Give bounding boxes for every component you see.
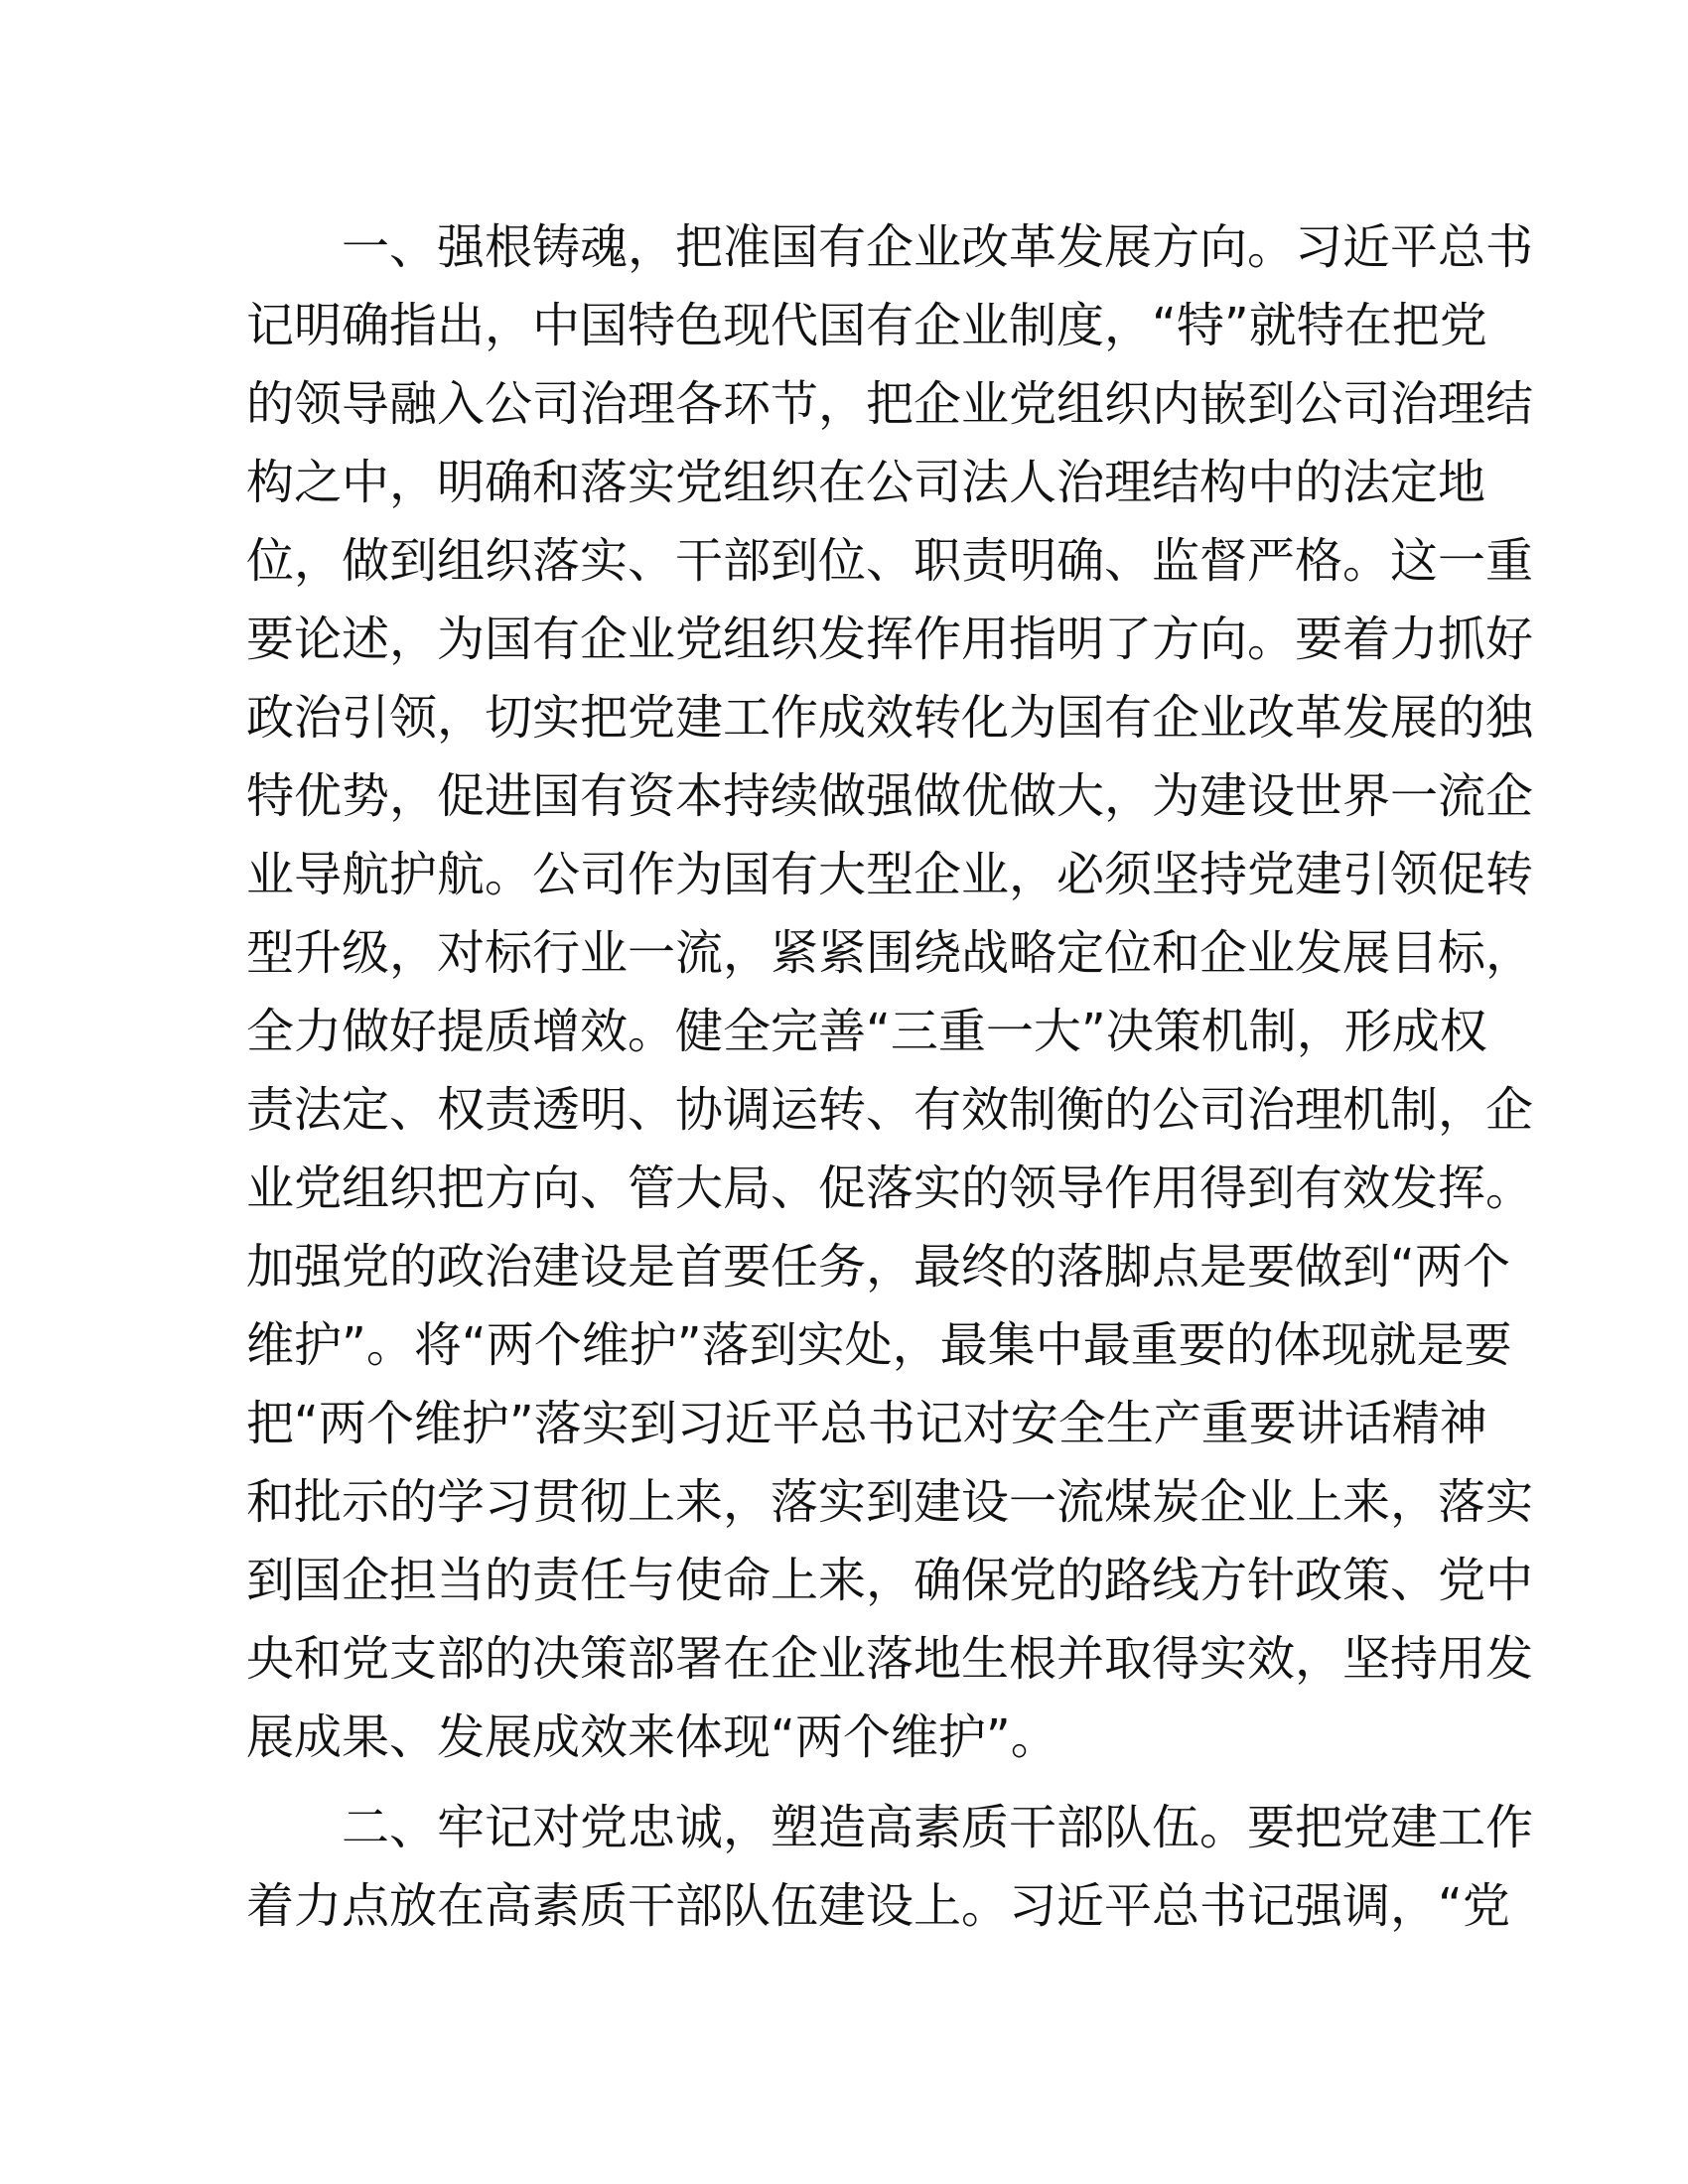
document-body (246, 208, 1534, 1946)
paragraph-line: 要论述，为国有企业党组织发挥作用指明了方向。要着力抓好 (246, 612, 1534, 667)
paragraph-line: 和批示的学习贯彻上来，落实到建设一流煤炭企业上来，落实 (246, 1474, 1534, 1530)
paragraph-1 (246, 208, 1534, 1777)
paragraph-line: 位，做到组织落实、干部到位、职责明确、监督严格。这一重 (246, 533, 1534, 589)
paragraph-line: 到国企担当的责任与使命上来，确保党的路线方针政策、党中 (246, 1553, 1534, 1608)
paragraph-line: 业党组织把方向、管大局、促落实的领导作用得到有效发挥。 (246, 1160, 1534, 1216)
paragraph-line: 的领导融入公司治理各环节，把企业党组织内嵌到公司治理结 (246, 376, 1534, 432)
paragraph-line: 加强党的政治建设是首要任务，最终的落脚点是要做到“两个 (246, 1239, 1510, 1295)
paragraph-line: 全力做好提质增效。健全完善“三重一大”决策机制，形成权 (246, 1004, 1487, 1059)
paragraph-line: 业导航护航。公司作为国有大型企业，必须坚持党建引领促转 (246, 847, 1534, 902)
paragraph-2 (246, 1789, 1534, 1946)
paragraph-line: 特优势，促进国有资本持续做强做优做大，为建设世界一流企 (246, 768, 1534, 824)
paragraph-line: 着力点放在高素质干部队伍建设上。习近平总书记强调，“党 (246, 1878, 1510, 1934)
paragraph-line: 政治引领，切实把党建工作成效转化为国有企业改革发展的独 (246, 690, 1534, 746)
paragraph-line: 型升级，对标行业一流，紧紧围绕战略定位和企业发展目标， (246, 925, 1534, 981)
paragraph-line: 展成果、发展成效来体现“两个维护”。 (246, 1709, 1058, 1765)
paragraph-line: 记明确指出，中国特色现代国有企业制度，“特”就特在把党 (246, 298, 1487, 353)
paragraph-line: 责法定、权责透明、协调运转、有效制衡的公司治理机制，企 (246, 1082, 1534, 1138)
paragraph-line: 一、强根铸魂，把准国有企业改革发展方向。习近平总书 (342, 219, 1534, 275)
paragraph-line: 构之中，明确和落实党组织在公司法人治理结构中的法定地 (246, 455, 1486, 510)
paragraph-line: 二、牢记对党忠诚，塑造高素质干部队伍。要把党建工作 (342, 1800, 1534, 1855)
paragraph-line: 把“两个维护”落实到习近平总书记对安全生产重要讲话精神 (246, 1396, 1487, 1451)
paragraph-line: 维护”。将“两个维护”落到实处，最集中最重要的体现就是要 (246, 1317, 1512, 1373)
paragraph-line: 央和党支部的决策部署在企业落地生根并取得实效，坚持用发 (246, 1631, 1534, 1687)
